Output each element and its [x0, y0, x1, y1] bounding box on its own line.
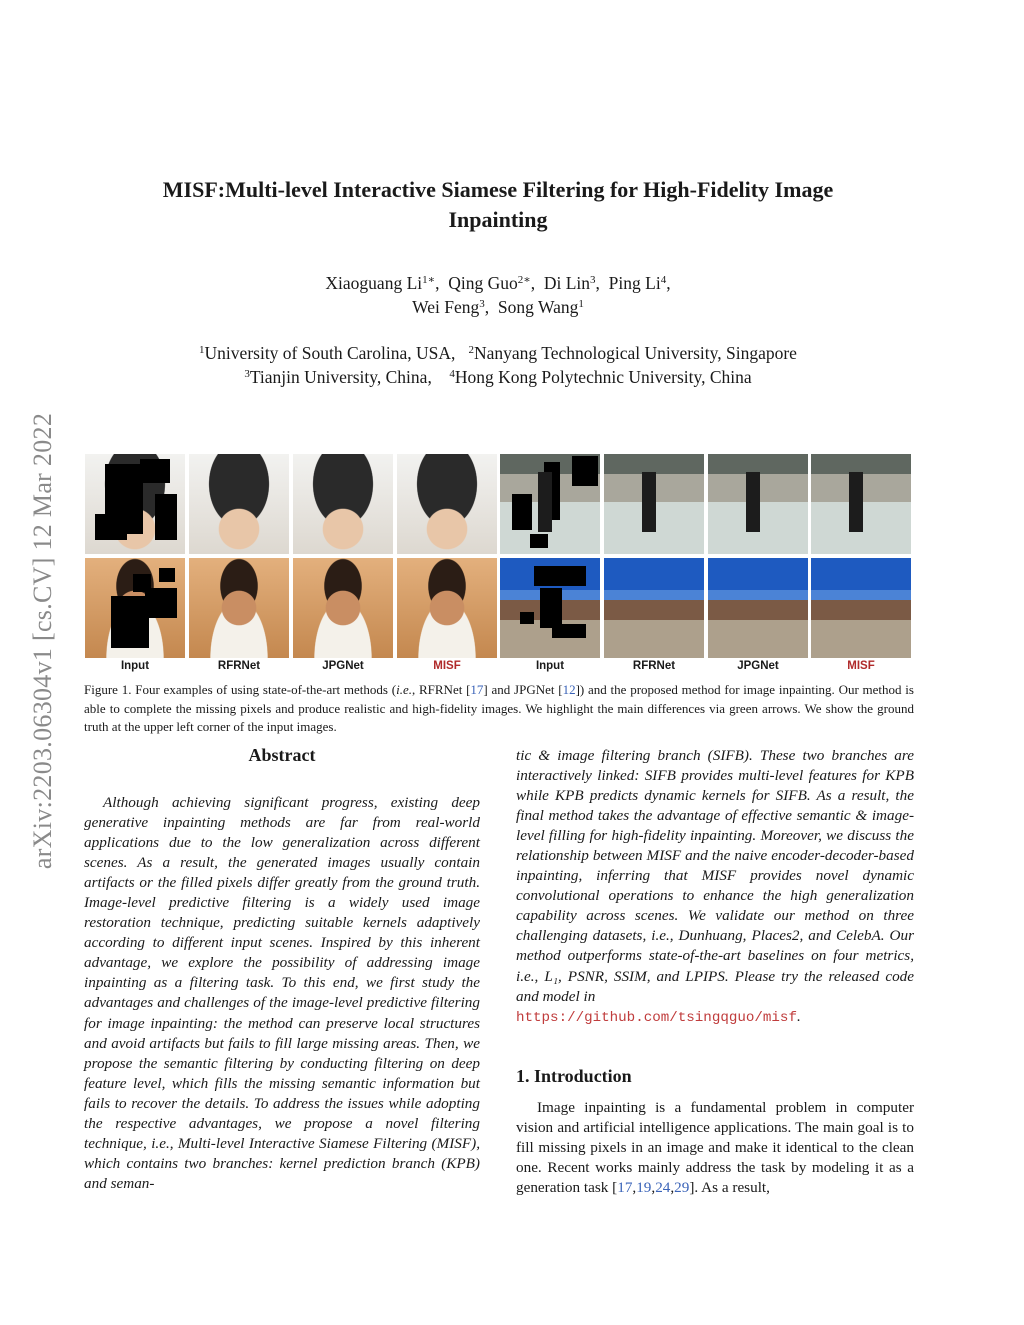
arxiv-stamp: arXiv:2203.06304v1 [cs.CV] 12 Mar 2022 — [28, 412, 57, 870]
figure-image-misf — [397, 558, 497, 658]
author: Wei Feng — [412, 297, 480, 317]
figure-image-jpgnet — [293, 558, 393, 658]
figure-image-rfrnet — [604, 454, 704, 554]
figure-image-input — [500, 558, 600, 658]
author-list: Xiaoguang $Li^{1∗}$, Qing Guo$^{2∗}$, Di Lin$^3$, Ping Li$^4$, Wei Feng$^3$, Song Wang$^1$ — [325, 273, 671, 317]
author: Song Wang — [497, 297, 579, 317]
figure-image-input — [85, 454, 185, 554]
citation-link[interactable]: 24 — [655, 1178, 671, 1196]
author: Di Lin — [543, 273, 591, 293]
citation-link[interactable]: 17 — [617, 1178, 633, 1196]
figure-label-ours: MISF — [847, 660, 875, 672]
figure-image-misf — [811, 558, 911, 658]
figure-image-rfrnet — [189, 558, 289, 658]
figure-label: Input — [535, 660, 565, 672]
right-column — [516, 746, 914, 1198]
abstract-heading: Abstract — [248, 745, 316, 765]
figure-label: RFRNet — [632, 660, 676, 672]
figure-label: RFRNet — [217, 660, 261, 672]
introduction-paragraph: Image inpainting is a fundamental problem in computer vision and artificial intelligence applications. The main goal is to fill missing pixels in an image and make it identical to the clean one. Recent works mainly address the task by modeling it as a generation task [17,19,24,29]. As a result, — [516, 1098, 914, 1196]
figure-image-input — [500, 454, 600, 554]
figure-label: Input — [120, 660, 150, 672]
figure-image-jpgnet — [708, 558, 808, 658]
abstract-continued: tic & image filtering branch (SIFB). These two branches are interactively linked: SIFB provides multi-level features for KPB while KPB predicts dynamic kernels for SIFB. As a result, the final method takes the advantage of effective semantic & image-level filling for high-fidelity inpainting. Moreover, we discuss the relationship between MISF and the naive encoder-decoder-based inpainting, inferring that MISF provides novel dynamic convolutional operations to enhance the high generalization capability across scenes. We validate our method on three challenging datasets, i.e., Dunhuang, Places2, and CelebA. Our method outperforms state-of-the-art baselines on four metrics, i.e., L₁, PSNR, SSIM, and LPIPS. Please try the released code and model in https://github.com/tsingqguo/misf. — [516, 747, 914, 1026]
figure-label: JPGNet — [322, 660, 364, 672]
figure-label-ours: MISF — [433, 660, 461, 672]
figure-image-misf — [397, 454, 497, 554]
figure-caption: Figure 1. Four examples of using state-of-the-art methods (i.e., RFRNet [17] and JPGNet [12]) and the proposed method for image inpainting. Our method is able to complete the missing pixels and produce realistic and high-fidelity images. We highlight the main differences via green arrows. We show the ground truth at the upper left corner of the input images. — [84, 682, 914, 734]
citation-link[interactable]: 19 — [636, 1178, 652, 1196]
citation-link[interactable]: 17 — [470, 682, 484, 697]
paper-title: MISF:Multi-level Interactive Siamese Filtering for High-Fidelity Image Inpainting — [162, 177, 834, 232]
citation-link[interactable]: 29 — [674, 1178, 690, 1196]
figure-image-jpgnet — [293, 454, 393, 554]
affiliations: $^1$University of South Carolina, USA, $^2$Nanyang Technological University, Singapore $^3$Tianjin University, China, $^4$Hong Kong Polytechnic University, China — [199, 343, 797, 387]
figure-image-input — [85, 558, 185, 658]
author: Xiaoguang Li — [325, 273, 423, 293]
figure-label: JPGNet — [737, 660, 779, 672]
author: Qing Guo — [448, 273, 518, 293]
section-heading-introduction: 1. Introduction — [516, 1065, 632, 1086]
code-url-link[interactable]: https://github.com/tsingqguo/misf — [516, 1009, 797, 1026]
figure-image-misf — [811, 454, 911, 554]
figure-image-rfrnet — [604, 558, 704, 658]
figure-image-jpgnet — [708, 454, 808, 554]
abstract-paragraph: Although achieving significant progress, existing deep generative inpainting methods are far from real-world applications due to the low generalization across different scenes. As a result, the generated images usually contain artifacts or the filled pixels differ greatly from the ground truth. Image-level predictive filtering is a widely used image restoration technique, predicting suitable kernels adaptively according to different input scenes. Inspired by this inherent advantage, we explore the possibility of addressing image inpainting as a filtering task. To this end, we first study the advantages and challenges of the image-level predictive filtering for image inpainting: the method can preserve local structures and avoid artifacts but fails to fill large missing areas. Then, we propose the semantic filtering by conducting filtering on deep feature level, which fills the missing semantic information but fails to recover the details. To address the issues while adopting the respective advantages, we propose a novel filtering technique, i.e., Multi-level Interactive Siamese Filtering (MISF), which contains two branches: kernel prediction branch (KPB) and seman- — [84, 794, 480, 1192]
citation-link[interactable]: 12 — [562, 682, 576, 697]
author: Ping Li — [608, 273, 661, 293]
figure-image-rfrnet — [189, 454, 289, 554]
left-column — [84, 743, 480, 1194]
